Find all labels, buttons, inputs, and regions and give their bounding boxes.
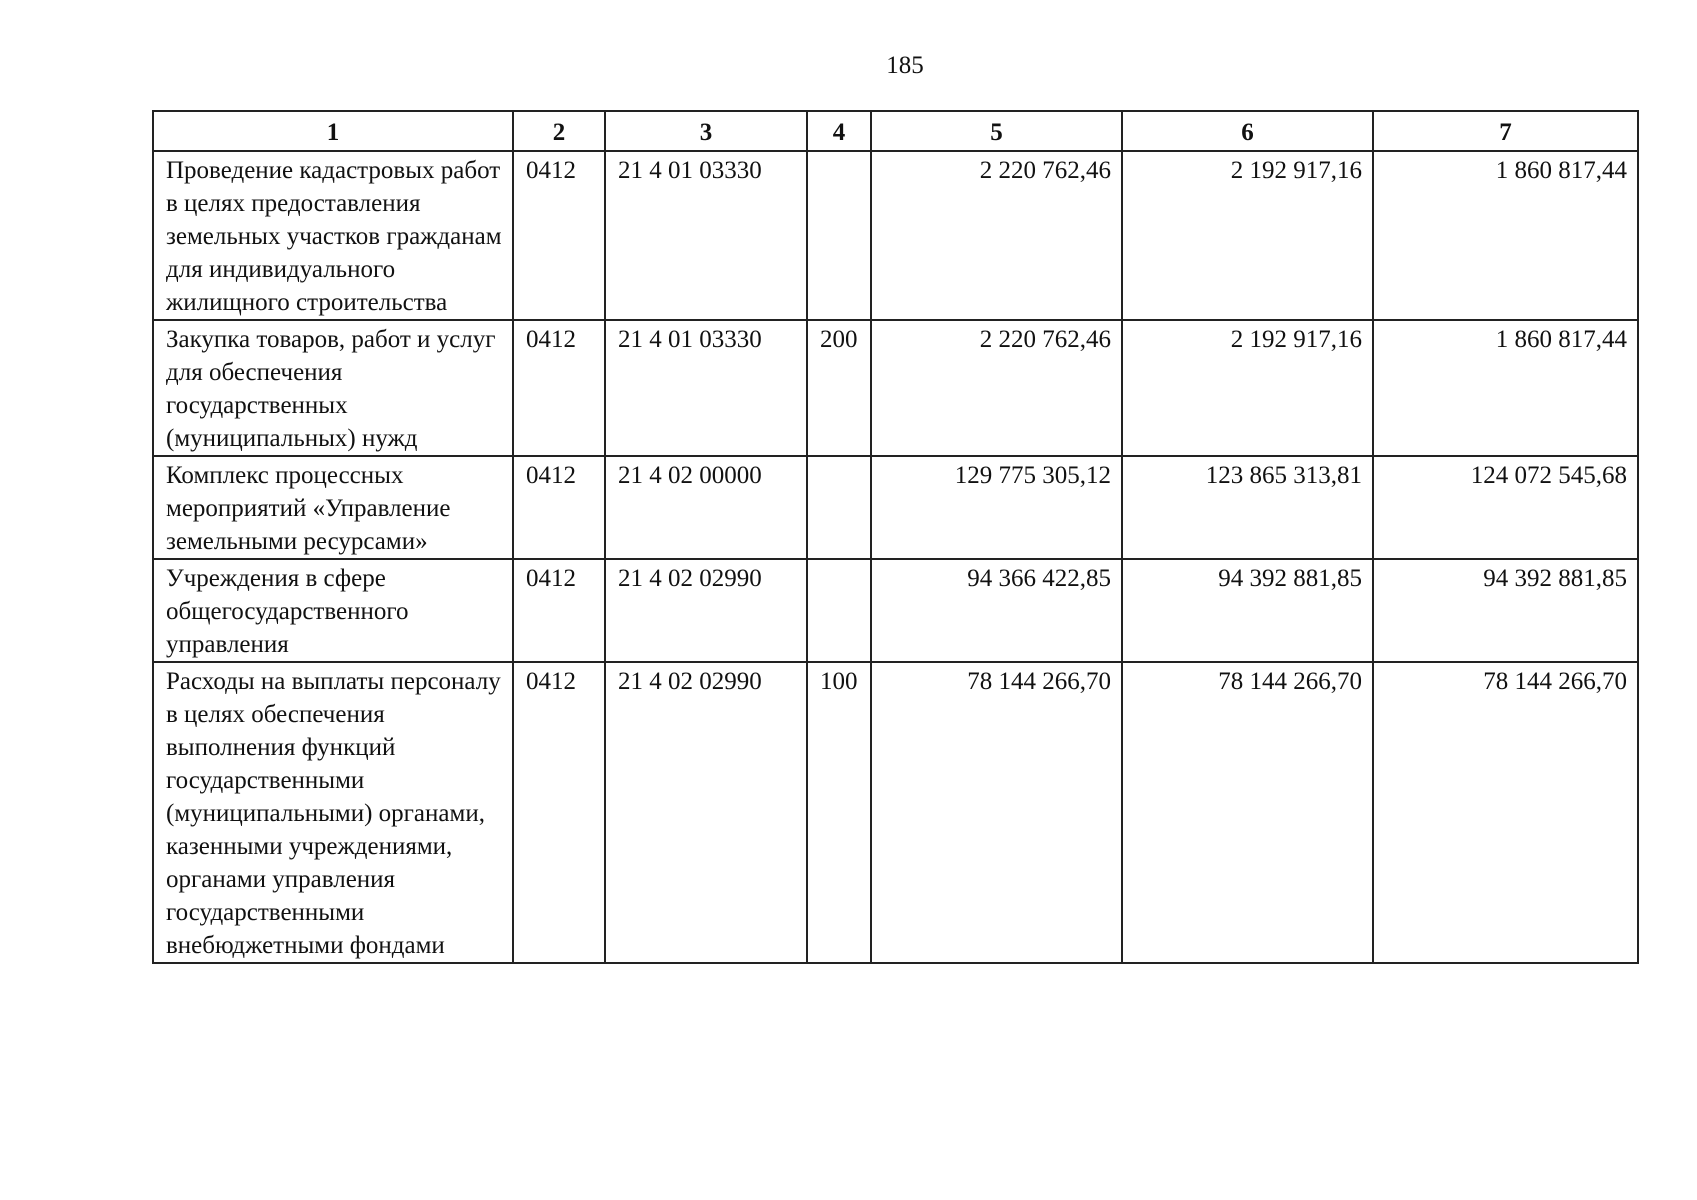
column-header-6: 6 (1122, 111, 1373, 151)
table-row (153, 456, 1638, 559)
row-target-article: 21 4 01 03330 (605, 151, 807, 320)
row-sum-col7: 1 860 817,44 (1373, 320, 1638, 456)
row-name: Проведение кадастровых работ в целях предоставления земельных участков гражданам для индивидуального жилищного строительства (153, 151, 513, 320)
row-sum-col7: 78 144 266,70 (1373, 662, 1638, 963)
column-header-4: 4 (807, 111, 871, 151)
row-expense-type: 100 (807, 662, 871, 963)
row-sum-col6: 78 144 266,70 (1122, 662, 1373, 963)
column-header-7: 7 (1373, 111, 1638, 151)
row-section-code: 0412 (513, 151, 605, 320)
row-section-code: 0412 (513, 320, 605, 456)
row-sum-col5: 2 220 762,46 (871, 320, 1122, 456)
row-sum-col6: 2 192 917,16 (1122, 151, 1373, 320)
row-sum-col7: 94 392 881,85 (1373, 559, 1638, 662)
row-sum-col6: 94 392 881,85 (1122, 559, 1373, 662)
row-sum-col7: 1 860 817,44 (1373, 151, 1638, 320)
table-row (153, 662, 1638, 963)
table-row (153, 151, 1638, 320)
row-sum-col6: 2 192 917,16 (1122, 320, 1373, 456)
row-name: Закупка товаров, работ и услуг для обеспечения государственных (муниципальных) нужд (153, 320, 513, 456)
row-sum-col6: 123 865 313,81 (1122, 456, 1373, 559)
column-header-3: 3 (605, 111, 807, 151)
row-expense-type (807, 456, 871, 559)
row-target-article: 21 4 02 02990 (605, 662, 807, 963)
column-header-2: 2 (513, 111, 605, 151)
column-header-1: 1 (153, 111, 513, 151)
table-row (153, 320, 1638, 456)
row-expense-type (807, 559, 871, 662)
row-sum-col7: 124 072 545,68 (1373, 456, 1638, 559)
row-expense-type (807, 151, 871, 320)
row-name: Учреждения в сфере общегосударственного управления (153, 559, 513, 662)
row-sum-col5: 2 220 762,46 (871, 151, 1122, 320)
row-name: Расходы на выплаты персоналу в целях обеспечения выполнения функций государственными (муниципальными) органами, казенными учреждениями, органами управления государственными внебюджетными фондами (153, 662, 513, 963)
table-row (153, 559, 1638, 662)
row-name: Комплекс процессных мероприятий «Управление земельными ресурсами» (153, 456, 513, 559)
row-sum-col5: 78 144 266,70 (871, 662, 1122, 963)
row-target-article: 21 4 02 02990 (605, 559, 807, 662)
row-sum-col5: 129 775 305,12 (871, 456, 1122, 559)
row-section-code: 0412 (513, 662, 605, 963)
row-target-article: 21 4 01 03330 (605, 320, 807, 456)
page-number: 185 (886, 52, 924, 79)
row-target-article: 21 4 02 00000 (605, 456, 807, 559)
row-section-code: 0412 (513, 456, 605, 559)
row-section-code: 0412 (513, 559, 605, 662)
header-row (153, 111, 1638, 151)
column-header-5: 5 (871, 111, 1122, 151)
row-sum-col5: 94 366 422,85 (871, 559, 1122, 662)
row-expense-type: 200 (807, 320, 871, 456)
budget-table (152, 110, 1639, 964)
